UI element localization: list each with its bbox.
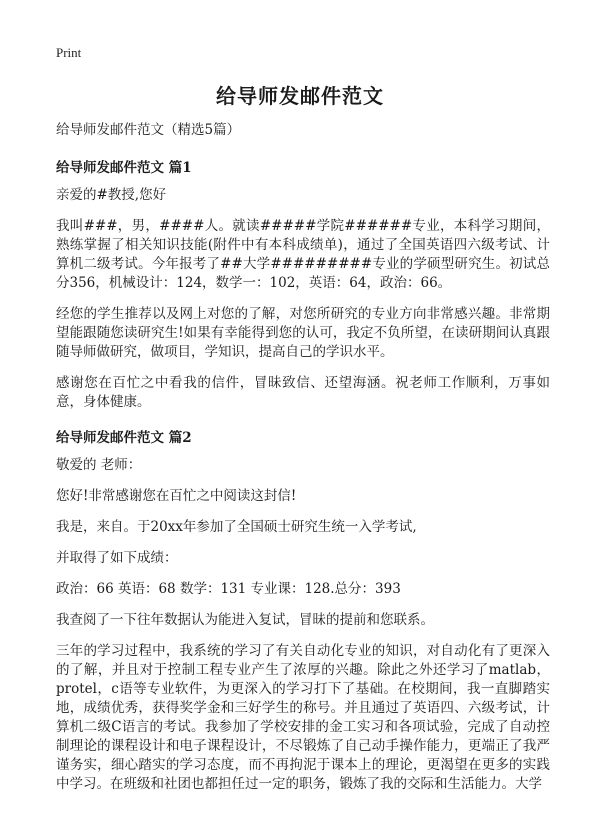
- document-subtitle: 给导师发邮件范文（精选5篇）: [56, 122, 241, 138]
- paragraph: 三年的学习过程中，我系统的学习了有关自动化专业的知识，对自动化有了更深入的了解，并且对于控制工程专业产生了浓厚的兴趣。除此之外还学习了matlab，protel，c语等专业软件，为更深入的学习打下了基础。在校期间，我一直脚踏实地，成绩优秀，获得奖学金和三好学生的称号。并且通过了英语四、六级考试，计算机二级C语言的考试。我参加了学校安排的金工实习和各项试验，完成了自动控制理论的课程设计和电子课程设计，不尽锻炼了自己动手操作能力，更端正了我严谨务实，细心踏实的学习态度，而不再拘泥于课本上的理论，更渴望在更多的实践中学习。在班级和社团也都担任过一定的职务，锻炼了我的交际和生活能力。大学: [56, 643, 550, 792]
- section-heading: 给导师发邮件范文 篇1: [56, 160, 192, 176]
- section-heading: 给导师发邮件范文 篇2: [56, 430, 192, 446]
- paragraph: 感谢您在百忙之中看我的信件，冒昧致信、还望海涵。祝老师工作顺利，万事如意，身体健康。: [56, 375, 550, 410]
- section-1: [56, 156, 550, 412]
- document-body: [56, 118, 550, 806]
- paragraph: 并取得了如下成绩：: [56, 550, 178, 566]
- page-title: 给导师发邮件范文: [216, 84, 384, 108]
- paragraph: 亲爱的#教授,您好: [56, 187, 167, 203]
- paragraph: 我叫###，男，####人。就读#####学院######专业，本科学习期间，熟练掌握了相关知识技能(附件中有本科成绩单)，通过了全国英语四六级考试、计算机二级考试。今年报考了##大学#########专业的学硕型研究生。初试总分356，机械设计：124，数学一：102，英语：64，政治：66。: [56, 218, 550, 291]
- paragraph: 您好!非常感谢您在百忙之中阅读这封信!: [56, 488, 297, 504]
- print-link[interactable]: Print: [56, 45, 82, 60]
- paragraph: 政治：66 英语：68 数学：131 专业课：128.总分：393: [56, 581, 401, 597]
- paragraph: 敬爱的 老师：: [56, 457, 142, 473]
- section-2: [56, 426, 550, 794]
- paragraph: 经您的学生推荐以及网上对您的了解，对您所研究的专业方向非常感兴趣。非常期望能跟随您读研究生!如果有幸能得到您的认可，我定不负所望，在读研期间认真跟随导师做研究，做项目，学知识，提高自己的学识水平。: [56, 306, 550, 360]
- paragraph: 我是，来自。于20xx年参加了全国硕士研究生统一入学考试,: [56, 519, 417, 535]
- paragraph: 我查阅了一下往年数据认为能进入复试，冒昧的提前和您联系。: [56, 612, 434, 628]
